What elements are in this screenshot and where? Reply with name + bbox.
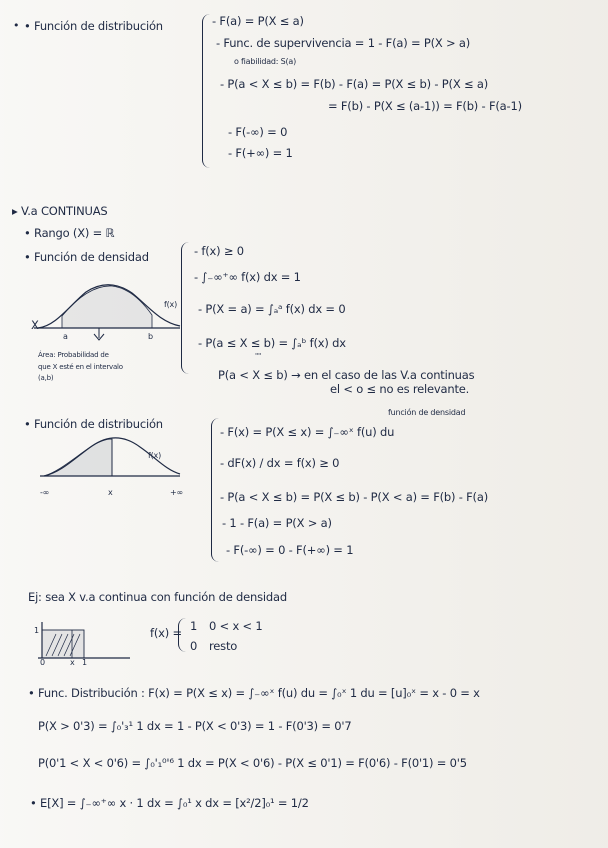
distribution-function-label-2: • Función de distribución [24,417,163,431]
uniform-y1-label: 1 [34,626,39,635]
uniform-x-label: x [70,658,75,667]
piecewise-row1-val: 1 [190,619,198,633]
example-intro: Ej: sea X v.a continua con función de densidad [28,590,287,604]
section1-line-6: - F(-∞) = 0 [228,125,288,139]
density-x-label: X [31,318,39,332]
uniform-x0-label: 0 [40,658,45,667]
piecewise-row2-val: 0 [190,639,198,653]
distribution-minus-inf: -∞ [40,488,50,497]
piecewise-row1-cond: 0 < x < 1 [209,619,263,633]
distribution-fx-label: f(x) [148,451,161,460]
piecewise-left: f(x) = [150,626,182,640]
density-note: función de densidad [388,408,466,417]
range-line: • Rango (X) = ℝ [24,226,115,240]
section1-line-5: = F(b) - P(X ≤ (a-1)) = F(b) - F(a-1) [328,99,522,113]
distribution-line-4: - 1 - F(a) = P(X > a) [222,516,332,530]
density-caption-1: Área: Probabilidad de [38,351,109,359]
example-line-3: P(0'1 < X < 0'6) = ∫₀'₁⁰'⁶ 1 dx = P(X < 0'6) - P(X ≤ 0'1) = F(0'6) - F(0'1) = 0'5 [38,756,467,770]
density-caption-3: (a,b) [38,374,54,382]
section1-line-3: o fiabilidad: S(a) [234,57,297,66]
distribution-function-label: • • Función de distribución [24,21,163,33]
density-fx-label: f(x) [164,300,177,309]
density-line-4: - P(a ≤ X ≤ b) = ∫ₐᵇ f(x) dx [198,336,346,350]
piecewise-brace [178,618,187,652]
density-a-label: a [63,332,68,341]
distribution-line-5: - F(-∞) = 0 - F(+∞) = 1 [226,543,354,557]
density-line-2: - ∫₋∞⁺∞ f(x) dx = 1 [194,270,301,284]
density-line-6: P(a < X ≤ b) → en el caso de las V.a continuas [218,368,475,382]
distribution-graph [40,432,190,494]
section1-line-1: - F(a) = P(X ≤ a) [212,14,304,28]
distribution-line-3: - P(a < X ≤ b) = P(X ≤ b) - P(X < a) = F(b) - F(a) [220,490,488,504]
example-line-4: • E[X] = ∫₋∞⁺∞ x · 1 dx = ∫₀¹ x dx = [x²/2]₀¹ = 1/2 [30,796,309,810]
example-line-1: • Func. Distribución : F(x) = P(X ≤ x) = ∫₋∞ˣ f(u) du = ∫₀ˣ 1 du = [u]₀ˣ = x - 0 = x [28,686,480,700]
density-function-label: • Función de densidad [24,250,149,264]
density-line-5: "" [255,352,262,360]
density-graph [34,278,186,352]
example-line-2: P(X > 0'3) = ∫₀'₃¹ 1 dx = 1 - P(X < 0'3) = 1 - F(0'3) = 0'7 [38,719,352,733]
section1-line-2: - Func. de supervivencia = 1 - F(a) = P(X > a) [216,36,471,50]
section1-line-4: - P(a < X ≤ b) = F(b) - F(a) = P(X ≤ b) - P(X ≤ a) [220,77,488,91]
density-line-7: el < o ≤ no es relevante. [330,382,470,396]
distribution-plus-inf: +∞ [170,488,183,497]
density-b-label: b [148,332,153,341]
distribution-line-2: - dF(x) / dx = f(x) ≥ 0 [220,456,340,470]
density-line-1: - f(x) ≥ 0 [194,244,244,258]
piecewise-row2-cond: resto [209,639,238,653]
uniform-x1-label: 1 [82,658,87,667]
distribution-line-1: - F(x) = P(X ≤ x) = ∫₋∞ˣ f(u) du [220,425,395,439]
section1-line-7: - F(+∞) = 1 [228,146,293,160]
section1-brace [202,14,213,168]
continuous-rv-title: ▸ V.a CONTINUAS [12,204,108,218]
density-line-3: - P(X = a) = ∫ₐᵃ f(x) dx = 0 [198,302,346,316]
density-caption-2: que X esté en el intervalo [38,363,123,371]
distribution-x-label: x [108,488,113,497]
